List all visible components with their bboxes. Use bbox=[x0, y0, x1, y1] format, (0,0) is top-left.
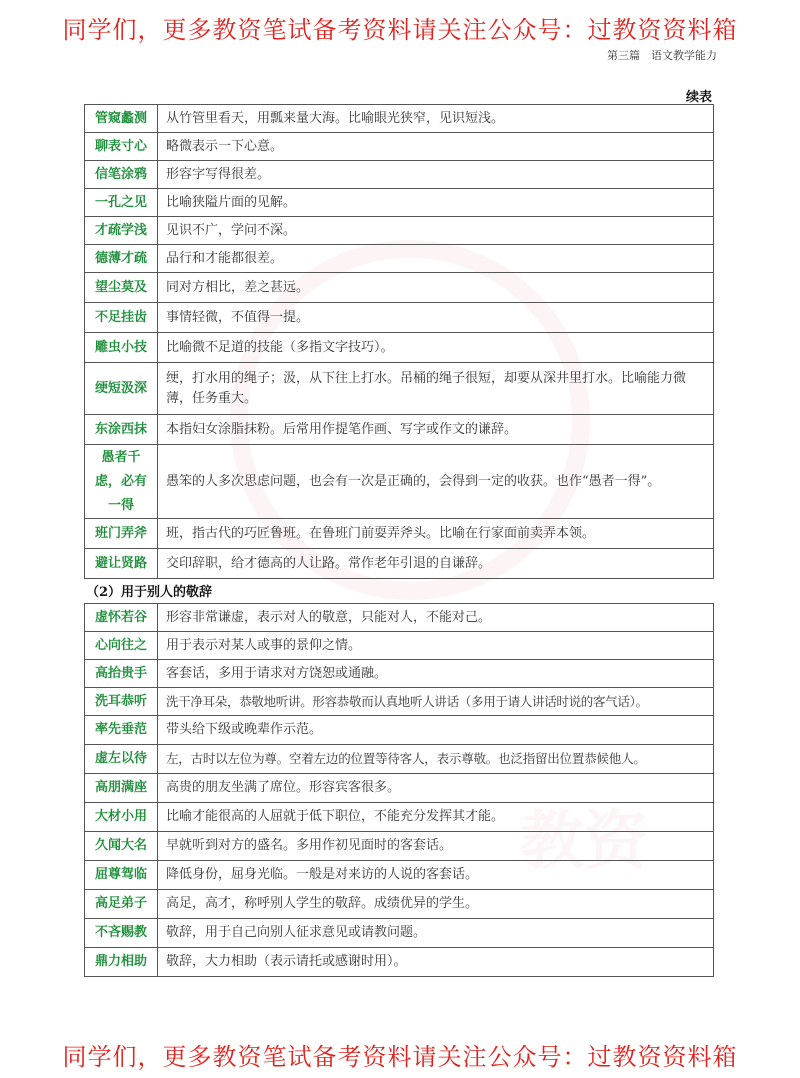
idiom-term: 屈尊驾临 bbox=[85, 861, 158, 890]
idiom-definition: 比喻才能很高的人屈就于低下职位，不能充分发挥其才能。 bbox=[158, 803, 714, 832]
table-row bbox=[85, 832, 714, 861]
table-row bbox=[85, 632, 714, 660]
idiom-term: 才疏学浅 bbox=[85, 217, 158, 245]
idiom-term: 聊表寸心 bbox=[85, 133, 158, 161]
idiom-term: 信笔涂鸦 bbox=[85, 161, 158, 189]
idiom-definition: 用于表示对某人或事的景仰之情。 bbox=[158, 632, 714, 660]
idiom-definition: 绠，打水用的绳子；汲，从下往上打水。吊桶的绳子很短，却要从深井里打水。比喻能力微薄，任务重大。 bbox=[158, 363, 714, 415]
table-row bbox=[85, 415, 714, 445]
table-row bbox=[85, 604, 714, 632]
idiom-definition: 客套话，多用于请求对方饶恕或通融。 bbox=[158, 660, 714, 688]
idiom-definition: 比喻狭隘片面的见解。 bbox=[158, 189, 714, 217]
idiom-definition: 高足，高才，称呼别人学生的敬辞。成绩优异的学生。 bbox=[158, 890, 714, 919]
idiom-definition: 交印辞职，给才德高的人让路。常作老年引退的自谦辞。 bbox=[158, 549, 714, 579]
idiom-definition: 愚笨的人多次思虑问题，也会有一次是正确的，会得到一定的收获。也作“愚者一得”。 bbox=[158, 445, 714, 519]
idiom-definition: 洗干净耳朵，恭敬地听讲。形容恭敬而认真地听人讲话（多用于请人讲话时说的客气话）。 bbox=[158, 688, 714, 716]
idiom-term: 高足弟子 bbox=[85, 890, 158, 919]
idiom-definition: 事情轻微，不值得一提。 bbox=[158, 303, 714, 333]
idiom-term: 一孔之见 bbox=[85, 189, 158, 217]
idiom-term: 德薄才疏 bbox=[85, 245, 158, 273]
promo-banner-top: 同学们，更多教资笔试备考资料请关注公众号：过教资资料箱 bbox=[62, 16, 738, 44]
idiom-term: 不足挂齿 bbox=[85, 303, 158, 333]
idiom-definition: 本指妇女涂脂抹粉。后常用作提笔作画、写字或作文的谦辞。 bbox=[158, 415, 714, 445]
table-row bbox=[85, 445, 714, 519]
idiom-definition: 高贵的朋友坐满了席位。形容宾客很多。 bbox=[158, 774, 714, 803]
idiom-term: 避让贤路 bbox=[85, 549, 158, 579]
idiom-term: 管窥蠡测 bbox=[85, 105, 158, 133]
idiom-term: 雕虫小技 bbox=[85, 333, 158, 363]
idiom-table-modest bbox=[84, 104, 714, 579]
idiom-definition: 形容非常谦虚，表示对人的敬意，只能对人，不能对己。 bbox=[158, 604, 714, 632]
idiom-term: 班门弄斧 bbox=[85, 519, 158, 549]
idiom-term: 鼎力相助 bbox=[85, 948, 158, 977]
table-row bbox=[85, 519, 714, 549]
idiom-term: 心向往之 bbox=[85, 632, 158, 660]
idiom-definition: 敬辞，用于自己向别人征求意见或请教问题。 bbox=[158, 919, 714, 948]
idiom-term: 绠短汲深 bbox=[85, 363, 158, 415]
table-row bbox=[85, 303, 714, 333]
watermark-text: 教资 bbox=[520, 805, 648, 879]
idiom-definition: 左，古时以左位为尊。空着左边的位置等待客人，表示尊敬。也泛指留出位置恭候他人。 bbox=[158, 745, 714, 774]
idiom-term: 虚左以待 bbox=[85, 745, 158, 774]
idiom-definition: 从竹管里看天，用瓢来量大海。比喻眼光狭窄，见识短浅。 bbox=[158, 105, 714, 133]
table-row bbox=[85, 774, 714, 803]
idiom-term: 率先垂范 bbox=[85, 716, 158, 745]
idiom-term: 久闻大名 bbox=[85, 832, 158, 861]
table-row bbox=[85, 803, 714, 832]
idiom-definition: 同对方相比，差之甚远。 bbox=[158, 273, 714, 303]
idiom-definition: 略微表示一下心意。 bbox=[158, 133, 714, 161]
table-row bbox=[85, 133, 714, 161]
table-row bbox=[85, 333, 714, 363]
idiom-definition: 早就听到对方的盛名。多用作初见面时的客套话。 bbox=[158, 832, 714, 861]
idiom-definition: 敬辞，大力相助（表示请托或感谢时用）。 bbox=[158, 948, 714, 977]
table-row bbox=[85, 660, 714, 688]
table-row bbox=[85, 189, 714, 217]
idiom-term: 洗耳恭听 bbox=[85, 688, 158, 716]
idiom-term: 高朋满座 bbox=[85, 774, 158, 803]
table-row bbox=[85, 217, 714, 245]
table-row bbox=[85, 745, 714, 774]
table-row bbox=[85, 890, 714, 919]
idiom-definition: 降低身份，屈身光临。一般是对来访的人说的客套话。 bbox=[158, 861, 714, 890]
idiom-term: 愚者千虑，必有一得 bbox=[85, 445, 158, 519]
idiom-table-honorific bbox=[84, 603, 714, 977]
idiom-definition: 班，指古代的巧匠鲁班。在鲁班门前耍弄斧头。比喻在行家面前卖弄本领。 bbox=[158, 519, 714, 549]
table-row bbox=[85, 105, 714, 133]
idiom-term: 东涂西抹 bbox=[85, 415, 158, 445]
table-row bbox=[85, 861, 714, 890]
table-row bbox=[85, 273, 714, 303]
idiom-term: 高抬贵手 bbox=[85, 660, 158, 688]
running-head: 第三篇 语文教学能力 bbox=[607, 49, 717, 62]
table-row bbox=[85, 919, 714, 948]
idiom-definition: 品行和才能都很差。 bbox=[158, 245, 714, 273]
table-row bbox=[85, 161, 714, 189]
continued-label: 续表 bbox=[685, 90, 712, 105]
promo-banner-bottom: 同学们，更多教资笔试备考资料请关注公众号：过教资资料箱 bbox=[62, 1043, 738, 1071]
table-row bbox=[85, 245, 714, 273]
table-row bbox=[85, 363, 714, 415]
table-row bbox=[85, 948, 714, 977]
idiom-term: 不吝赐教 bbox=[85, 919, 158, 948]
idiom-term: 望尘莫及 bbox=[85, 273, 158, 303]
idiom-definition: 形容字写得很差。 bbox=[158, 161, 714, 189]
idiom-term: 虚怀若谷 bbox=[85, 604, 158, 632]
section-heading: （2）用于别人的敬辞 bbox=[86, 585, 213, 600]
table-row bbox=[85, 716, 714, 745]
table-row bbox=[85, 688, 714, 716]
idiom-definition: 见识不广，学问不深。 bbox=[158, 217, 714, 245]
idiom-term: 大材小用 bbox=[85, 803, 158, 832]
table-row bbox=[85, 549, 714, 579]
idiom-definition: 比喻微不足道的技能（多指文字技巧）。 bbox=[158, 333, 714, 363]
idiom-definition: 带头给下级或晚辈作示范。 bbox=[158, 716, 714, 745]
